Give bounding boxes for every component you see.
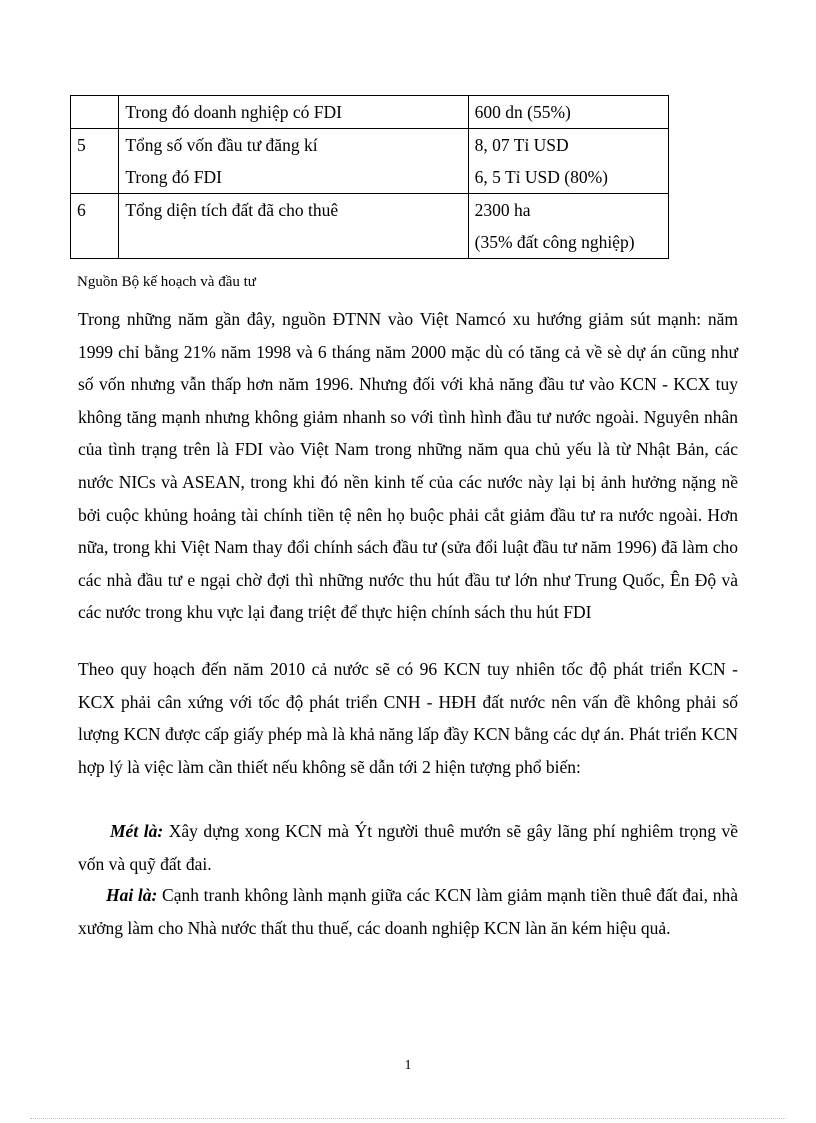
row-index: 5 [77,135,86,155]
row-value: (35% đất công nghiệp) [474,232,635,252]
row-label-cell [119,96,468,129]
paragraph-text: Xây dựng xong KCN mà Ýt người thuê mướn sẽ gây lãng phí nghiêm trọng về vốn và quỹ đất đai. [78,821,738,874]
row-label: Tổng số vốn đầu tư đăng kí [125,135,318,155]
source-note: Nguồn Bộ kế hoạch và đầu tư [77,274,256,290]
row-label: Tổng diện tích đất đã cho thuê [125,200,339,220]
row-index: 6 [77,200,86,220]
row-value: 8, 07 Tỉ USD [474,135,569,155]
row-label: Trong đó doanh nghiệp có FDI [125,102,342,122]
row-value-cell [468,194,668,259]
row-value: 2300 ha [474,200,531,220]
table-row [71,194,669,259]
page-edge-divider [30,1118,786,1119]
paragraph: Trong những năm gần đây, nguồn ĐTNN vào Việt Namcó xu hướng giảm sút mạnh: năm 1999 chỉ bằng 21% năm 1998 và 6 tháng năm 2000 mặc dù có tăng cả về sè dự án cũng như số vốn nhưng vẫn thấp hơn năm 1996. Nhưng đối với khả năng đầu tư vào KCN - KCX tuy không tăng mạnh nhưng không giảm nhanh so với tình hình đầu tư nước ngoài. Nguyên nhân của tình trạng trên là FDI vào Việt Nam trong những năm qua chủ yếu là từ Nhật Bản, các nước NICs và ASEAN, trong khi đó nền kinh tế của các nước này lại bị ảnh hưởng nặng nề bởi cuộc khủng hoảng tài chính tiền tệ nên họ buộc phải cắt giảm đầu tư ra nước ngoài. Hơn nữa, trong khi Việt Nam thay đổi chính sách đầu tư (sửa đổi luật đầu tư năm 1996) đã làm cho các nhà đầu tư e ngại chờ đợi thì những nước thu hút đầu tư lớn như Trung Quốc, Ên Độ và các nước trong khu vực lại đang triệt để thực hiện chính sách thu hút FDI [78,309,738,623]
row-index-cell [71,129,119,194]
page-number: 1 [404,1058,412,1073]
paragraph [78,815,738,880]
paragraph-lead: Hai là: [106,885,158,905]
paragraph-text: Cạnh tranh không lành mạnh giữa các KCN làm giảm mạnh tiền thuê đất đai, nhà xưởng làm cho Nhà nước thất thu thuế, các doanh nghiệp KCN làn ăn kém hiệu quả. [78,885,738,938]
paragraph-lead: Mét là: [110,821,164,841]
row-label-cell [119,129,468,194]
row-value: 600 dn (55%) [474,102,571,122]
table-row [71,96,669,129]
paragraph: Theo quy hoạch đến năm 2010 cả nước sẽ có 96 KCN tuy nhiên tốc độ phát triển KCN - KCX phải cân xứng với tốc độ phát triển CNH - HĐH đất nước nên vấn đề không phải số lượng KCN được cấp giấy phép mà là khả năng lấp đầy KCN bằng các dự án. Phát triển KCN hợp lý là việc làm cần thiết nếu không sẽ dẫn tới 2 hiện tượng phổ biến: [78,659,738,777]
row-index-cell [71,194,119,259]
table-row [71,129,669,194]
row-value-cell [468,96,668,129]
statistics-table [70,95,669,259]
row-value-cell [468,129,668,194]
row-label: Trong đó FDI [125,167,222,187]
row-label-cell [119,194,468,259]
row-value: 6, 5 Tỉ USD (80%) [474,167,608,187]
paragraph [78,879,738,944]
row-index-cell [71,96,119,129]
